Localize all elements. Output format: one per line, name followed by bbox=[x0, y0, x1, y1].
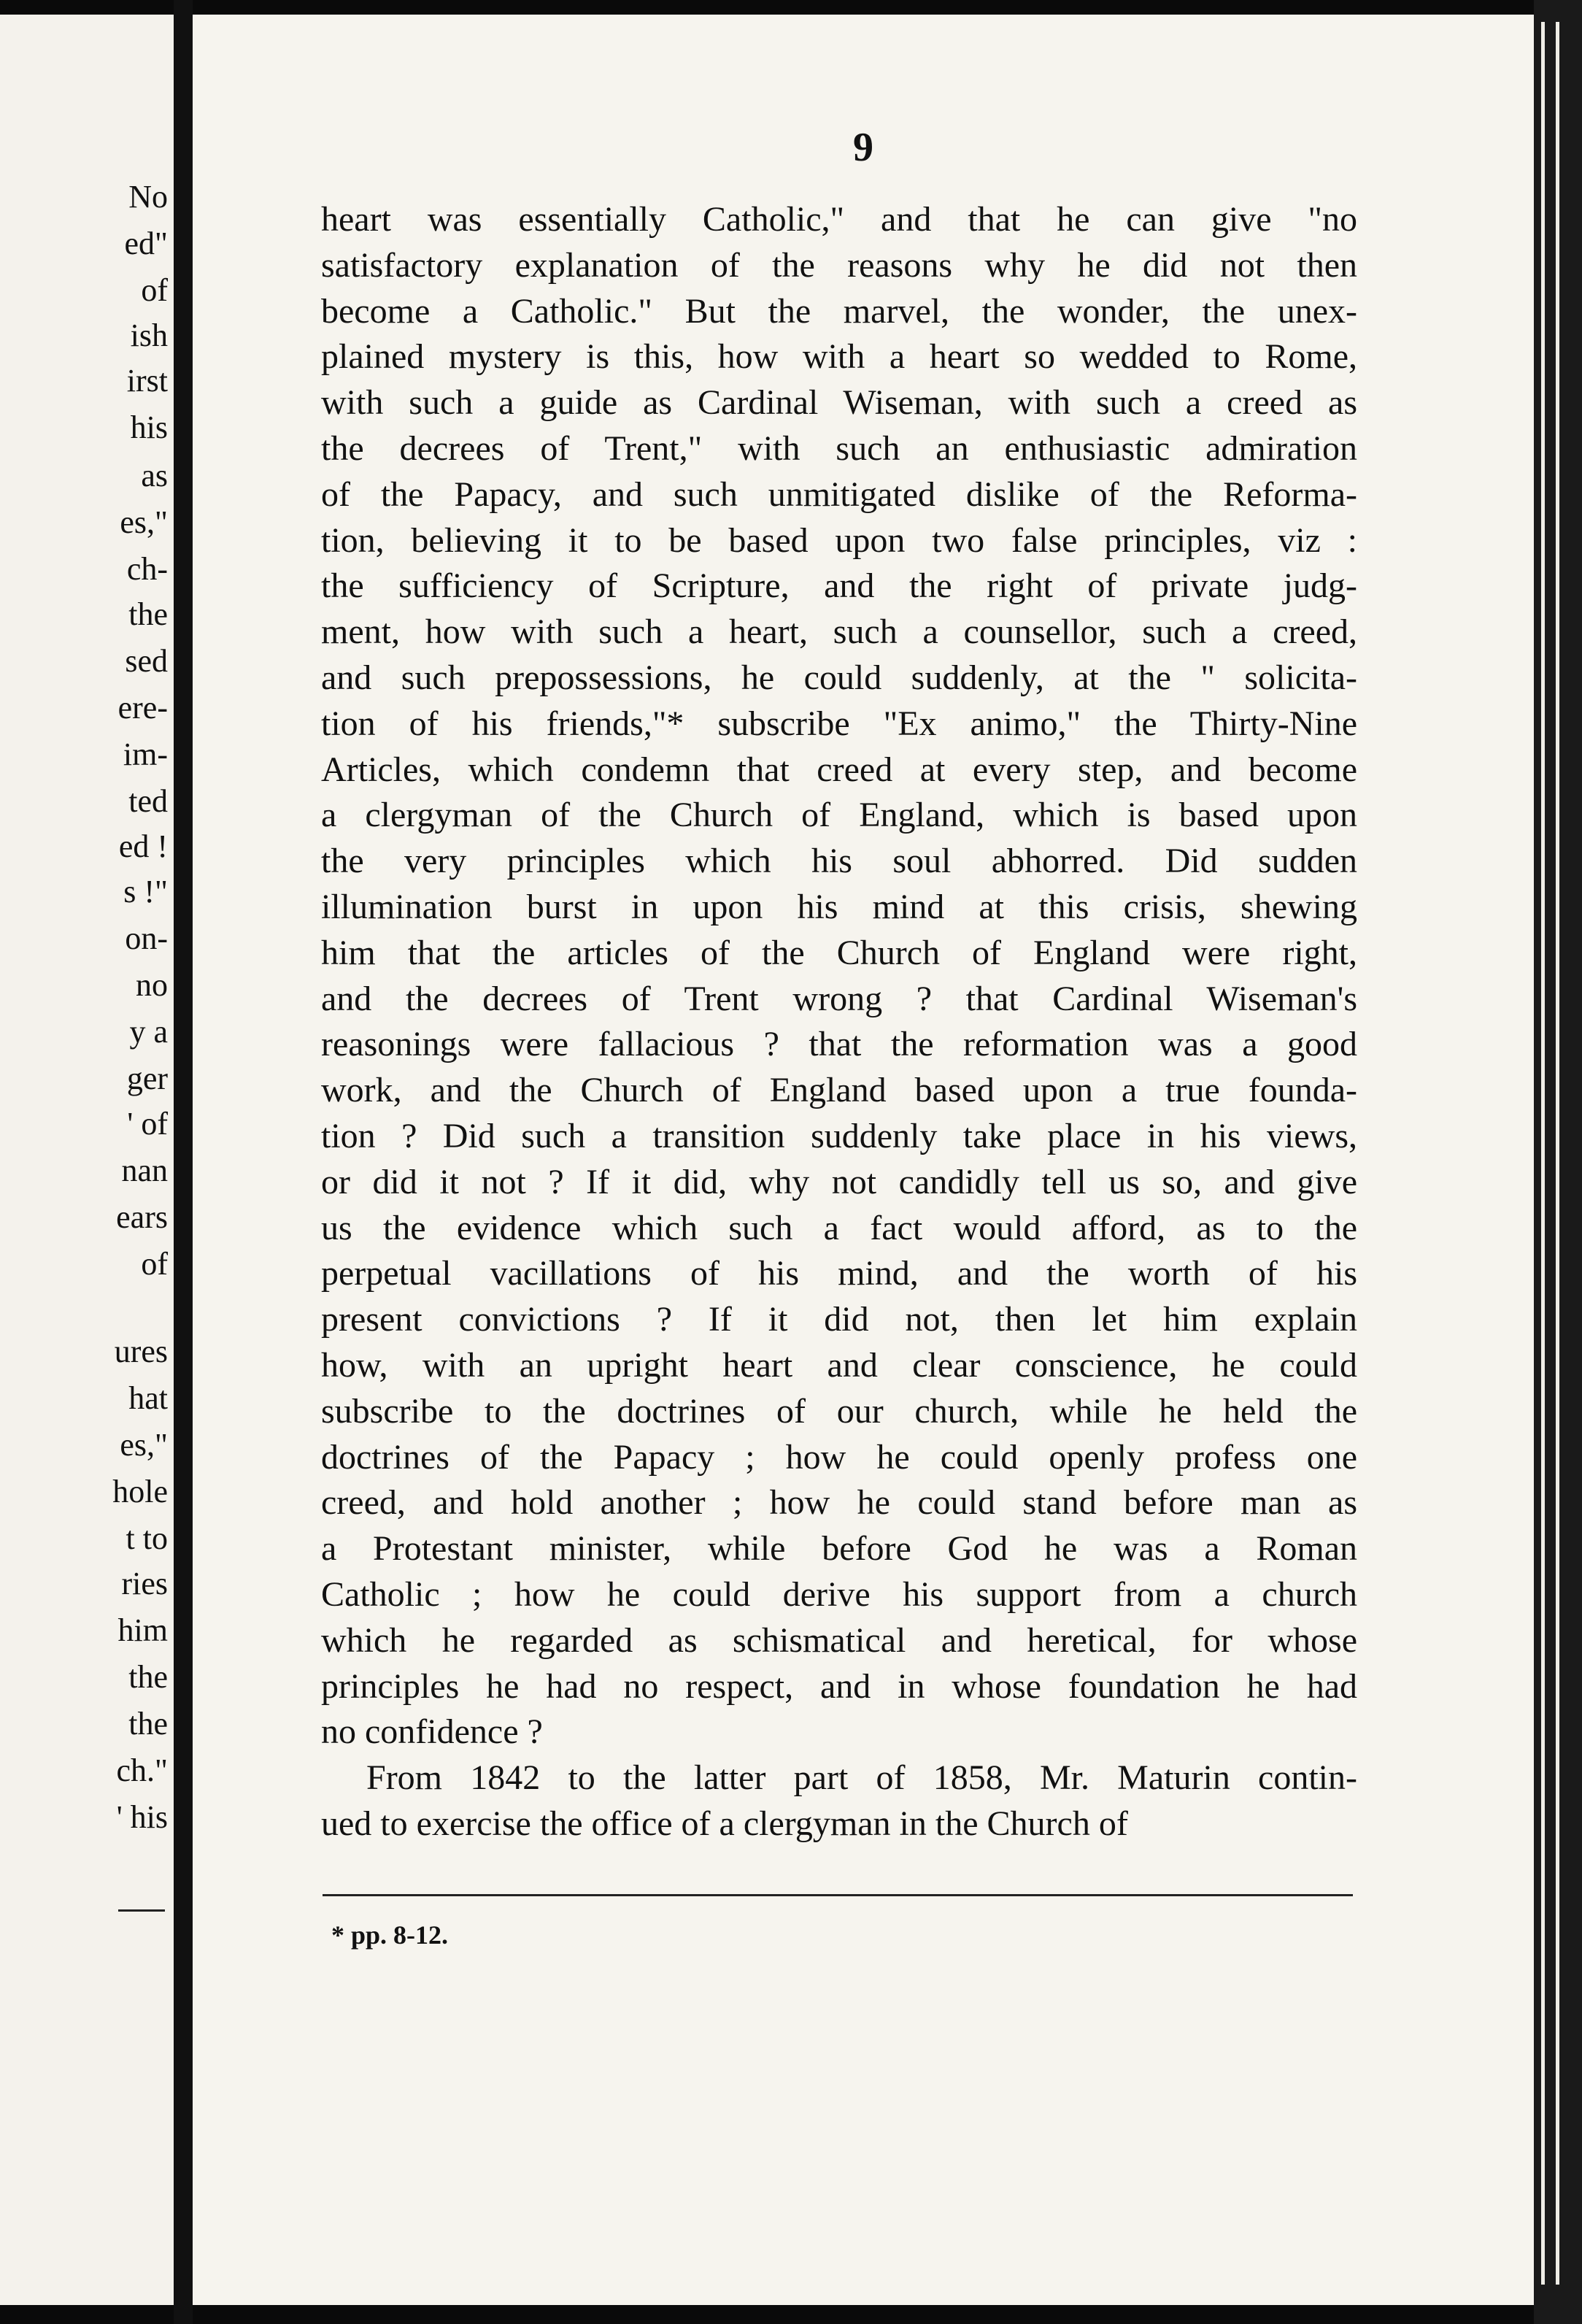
facing-page-text-fragment: ch- bbox=[126, 551, 168, 587]
facing-page-text-fragment: of bbox=[141, 1246, 168, 1282]
facing-page-text-fragment: on- bbox=[125, 920, 168, 956]
facing-page-text-fragment: ish bbox=[130, 318, 168, 353]
page-edge bbox=[1534, 0, 1582, 2324]
facing-page-text-fragment: the bbox=[128, 1706, 168, 1742]
text-line: perpetual vacillations of his mind, and the worth of his bbox=[321, 1254, 1357, 1293]
facing-page-text-fragment: ed ! bbox=[118, 828, 168, 864]
facing-page-text-fragment: hat bbox=[128, 1380, 168, 1416]
text-line: work, and the Church of England based upon a true founda- bbox=[321, 1071, 1357, 1110]
text-line: no confidence ? bbox=[321, 1712, 543, 1752]
facing-page-text-fragment: him bbox=[117, 1612, 168, 1648]
facing-page-text-fragment: es," bbox=[120, 1427, 168, 1463]
facing-page-text-fragment: ed" bbox=[124, 226, 168, 261]
text-line: him that the articles of the Church of England were right, bbox=[321, 933, 1357, 972]
page-number: 9 bbox=[853, 125, 873, 170]
text-line: present convictions ? If it did not, then let him explain bbox=[321, 1300, 1357, 1339]
text-line: which he regarded as schismatical and heretical, for whose bbox=[321, 1620, 1357, 1660]
text-line: satisfactory explanation of the reasons why he did not then bbox=[321, 245, 1357, 285]
page-edge-line bbox=[1541, 22, 1545, 2285]
text-line: a clergyman of the Church of England, which is based upon bbox=[321, 796, 1357, 835]
facing-page-text-fragment: ears bbox=[116, 1199, 168, 1235]
page bbox=[193, 15, 1534, 2305]
text-line: of the Papacy, and such unmitigated dislike of the Reforma- bbox=[321, 474, 1357, 514]
text-line: and such prepossessions, he could suddenly, at the " solicita- bbox=[321, 658, 1357, 697]
text-line: the sufficiency of Scripture, and the right of private judg- bbox=[321, 566, 1357, 606]
text-line: how, with an upright heart and clear conscience, he could bbox=[321, 1345, 1357, 1385]
text-line: principles he had no respect, and in whose foundation he had bbox=[321, 1666, 1357, 1706]
facing-page-text-fragment: the bbox=[128, 596, 168, 632]
text-line: become a Catholic." But the marvel, the wonder, the unex- bbox=[321, 291, 1357, 331]
facing-page-text-fragment: im- bbox=[123, 736, 168, 772]
facing-page-text-fragment: t to bbox=[126, 1520, 168, 1556]
text-line: doctrines of the Papacy ; how he could openly profess one bbox=[321, 1437, 1357, 1477]
facing-page-text-fragment: No bbox=[128, 179, 168, 215]
text-line: the decrees of Trent," with such an enthusiastic admiration bbox=[321, 428, 1357, 468]
facing-page-rule bbox=[118, 1909, 165, 1912]
body-text bbox=[321, 197, 1357, 1847]
facing-page-text-fragment: ere- bbox=[117, 690, 168, 726]
facing-page-text-fragment: ' his bbox=[116, 1799, 168, 1835]
facing-page-text-fragment: hole bbox=[112, 1474, 168, 1509]
footnote: * pp. 8-12. bbox=[331, 1920, 449, 1950]
facing-page-text-fragment: ' of bbox=[127, 1106, 168, 1142]
text-line: subscribe to the doctrines of our church, while he held the bbox=[321, 1391, 1357, 1431]
text-line: tion ? Did such a transition suddenly take place in his views, bbox=[321, 1116, 1357, 1155]
text-line: Articles, which condemn that creed at every step, and become bbox=[321, 750, 1357, 789]
facing-page-fragment bbox=[0, 15, 174, 2305]
text-line: ment, how with such a heart, such a counsellor, such a creed, bbox=[321, 612, 1357, 652]
text-line: heart was essentially Catholic," and that he can give "no bbox=[321, 200, 1357, 239]
text-line: illumination burst in upon his mind at this crisis, shewing bbox=[321, 887, 1357, 926]
page-edge-line bbox=[1556, 22, 1559, 2285]
text-line: a Protestant minister, while before God he was a Roman bbox=[321, 1529, 1357, 1569]
facing-page-text-fragment: ures bbox=[114, 1334, 168, 1369]
facing-page-text-fragment: of bbox=[141, 272, 168, 308]
text-line: us the evidence which such a fact would afford, as to the bbox=[321, 1208, 1357, 1247]
facing-page-text-fragment: ries bbox=[121, 1566, 168, 1601]
text-line: reasonings were fallacious ? that the reformation was a good bbox=[321, 1025, 1357, 1064]
facing-page-text-fragment: nan bbox=[121, 1153, 168, 1188]
text-line: ued to exercise the office of a clergyman in the Church of bbox=[321, 1804, 1128, 1843]
text-line: and the decrees of Trent wrong ? that Cardinal Wiseman's bbox=[321, 979, 1357, 1018]
facing-page-text-fragment: ted bbox=[128, 783, 168, 819]
facing-page-text-fragment: es," bbox=[120, 504, 168, 540]
text-line: creed, and hold another ; how he could stand before man as bbox=[321, 1483, 1357, 1523]
text-line: the very principles which his soul abhorred. Did sudden bbox=[321, 842, 1357, 881]
text-line: tion, believing it to be based upon two false principles, viz : bbox=[321, 520, 1357, 560]
facing-page-text-fragment: irst bbox=[126, 363, 168, 399]
text-line: with such a guide as Cardinal Wiseman, with such a creed as bbox=[321, 383, 1357, 423]
text-line: tion of his friends,"* subscribe "Ex animo," the Thirty-Nine bbox=[321, 704, 1357, 743]
facing-page-text-fragment: ger bbox=[126, 1061, 168, 1096]
facing-page-text-fragment: the bbox=[128, 1659, 168, 1695]
facing-page-text-fragment: sed bbox=[125, 643, 168, 679]
facing-page-text-fragment: no bbox=[136, 967, 168, 1003]
facing-page-text-fragment: ch." bbox=[116, 1752, 168, 1788]
facing-page-text-fragment: y a bbox=[129, 1014, 168, 1050]
text-line: Catholic ; how he could derive his support from a church bbox=[321, 1574, 1357, 1614]
facing-page-text-fragment: s !" bbox=[123, 874, 168, 909]
facing-page-text-fragment: his bbox=[130, 409, 168, 445]
footnote-divider bbox=[323, 1894, 1353, 1896]
text-line: From 1842 to the latter part of 1858, Mr. Maturin contin- bbox=[366, 1758, 1357, 1798]
binding-gutter bbox=[174, 0, 193, 2324]
text-line: or did it not ? If it did, why not candidly tell us so, and give bbox=[321, 1162, 1357, 1201]
facing-page-text-fragment: as bbox=[141, 458, 168, 493]
text-line: plained mystery is this, how with a heart so wedded to Rome, bbox=[321, 337, 1357, 377]
